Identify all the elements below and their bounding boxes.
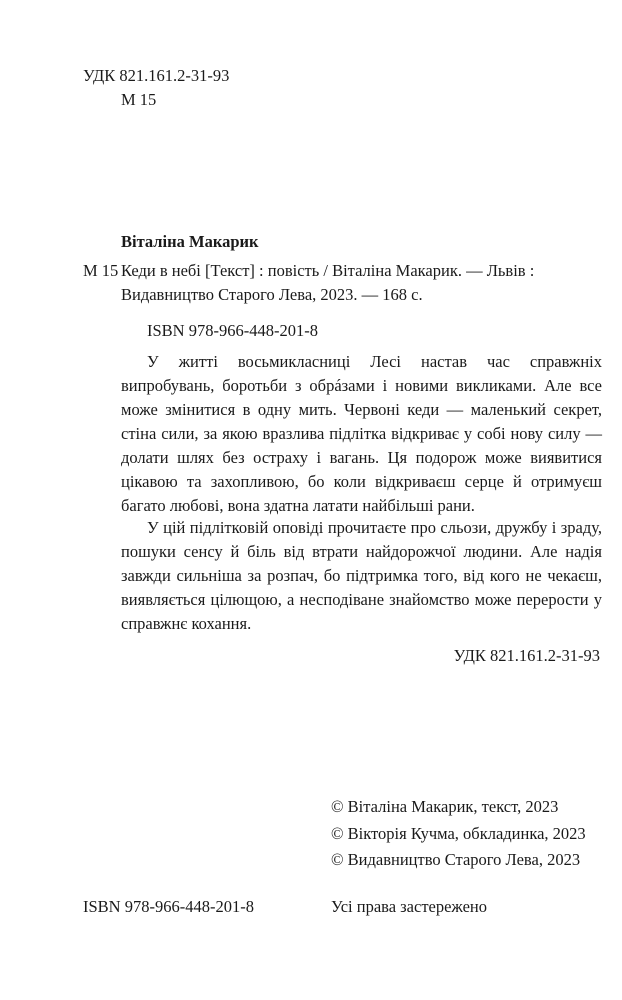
annotation-paragraph-2: У цій підлітковій оповіді прочитаєте про сльози, дружбу і зраду, пошуки сенсу й біль від втрати найдорожчої людини. Але надія завжди сильніша за розпач, бо підтримка того, від кого не чекаєш, виявляється цілющою, а несподіване знайомство може перерости у справжнє кохання.: [121, 518, 602, 633]
author-mark-side: М 15: [83, 261, 119, 280]
copyright-cover: © Вікторія Кучма, обкладинка, 2023: [331, 824, 586, 843]
copyright-publisher: © Видавництво Старого Лева, 2023: [331, 850, 581, 869]
bibliographic-line-1: Кеди в небі [Текст] : повість / Віталіна Макарик. — Львів :: [121, 261, 535, 280]
annotation-paragraph-1: У житті восьмикласниці Лесі настав час справжніх випробувань, боротьби з обрáзами і новими викликами. Але все може змінитися в одну мить. Червоні кеди — маленький секрет, стіна сили, за якою вразлива підлітка відкриває у собі нову силу — долати шлях без остраху і вагань. Ця подорож може виявитися цікавою та захопливою, бо коли відкриваєш серце й отримуєш багато любові, вона здатна латати найбільші рани.: [121, 352, 602, 515]
author-name: Віталіна Макарик: [121, 232, 259, 251]
copyright-author: © Віталіна Макарик, текст, 2023: [331, 797, 559, 816]
isbn-record: ISBN 978-966-448-201-8: [147, 321, 318, 340]
bibliographic-record: [121, 259, 541, 307]
udk-code-right: УДК 821.161.2-31-93: [453, 646, 600, 665]
author-mark-top: М 15: [121, 90, 157, 109]
bibliographic-line-2: Видавництво Старого Лева, 2023. — 168 с.: [121, 285, 423, 304]
udk-code-top: УДК 821.161.2-31-93: [83, 66, 230, 85]
rights-reserved: Усі права застережено: [331, 897, 488, 916]
isbn-bottom: ISBN 978-966-448-201-8: [83, 897, 254, 916]
